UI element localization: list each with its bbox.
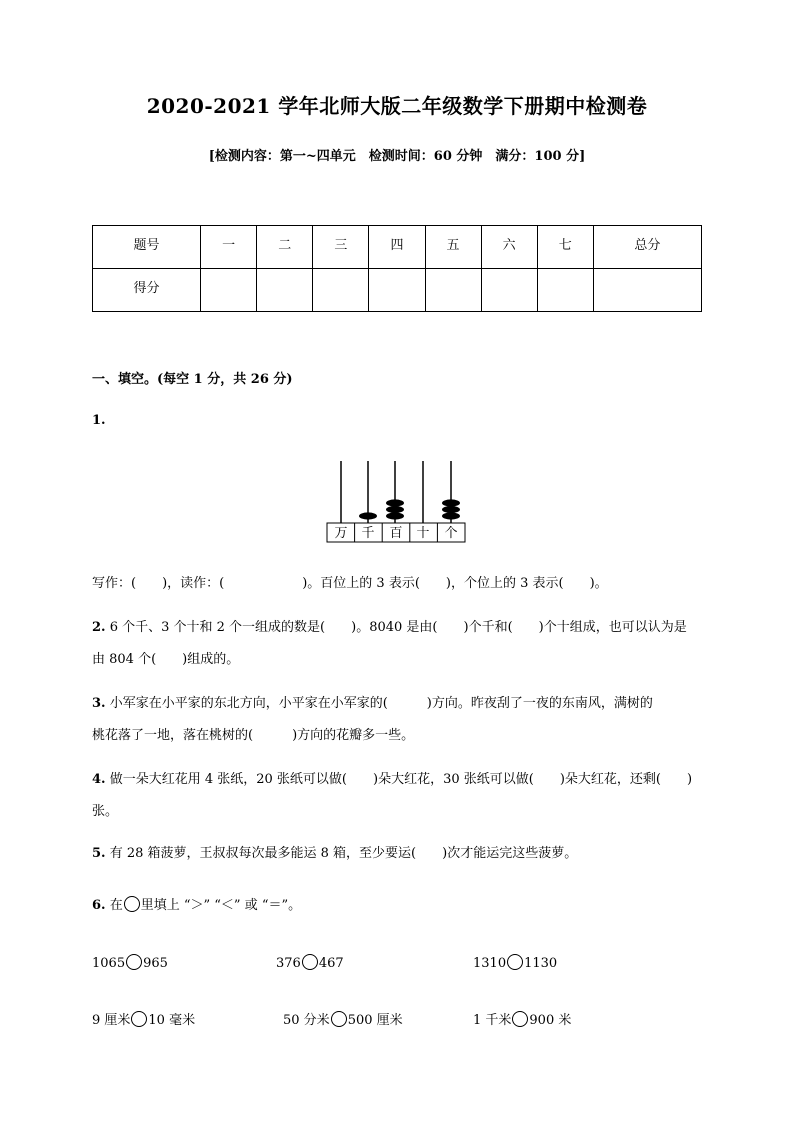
score-cell[interactable] bbox=[593, 269, 701, 312]
compare-right: 965 bbox=[143, 956, 168, 971]
table-cell: 总分 bbox=[593, 226, 701, 269]
question-4 bbox=[92, 764, 704, 828]
table-cell: 七 bbox=[537, 226, 593, 269]
table-cell: 三 bbox=[313, 226, 369, 269]
table-cell: 五 bbox=[425, 226, 481, 269]
compare-right: 467 bbox=[318, 956, 344, 971]
abacus-bead bbox=[386, 506, 404, 513]
compare-item bbox=[92, 954, 168, 971]
compare-item bbox=[276, 954, 344, 971]
question-number: 3. bbox=[92, 696, 106, 711]
abacus-bead bbox=[359, 512, 377, 519]
table-cell: 一 bbox=[201, 226, 257, 269]
abacus-figure bbox=[320, 455, 470, 545]
question-text: 里填上 “＞” “＜” 或 “＝”。 bbox=[140, 898, 302, 913]
circle-icon bbox=[124, 896, 140, 912]
compare-right: 500 厘米 bbox=[347, 1013, 403, 1028]
question-1 bbox=[92, 405, 704, 437]
page-title: 2020-2021 学年北师大版二年级数学下册期中检测卷 bbox=[146, 94, 648, 118]
question-text: 6 个千、3 个十和 2 个一组成的数是( )。8040 是由( )个千和( )个十组成，也可以认为是 bbox=[109, 620, 687, 635]
abacus-label: 千 bbox=[361, 526, 375, 541]
question-text: 桃花落了一地，落在桃树的( )方向的花瓣多一些。 bbox=[92, 728, 415, 743]
score-cell[interactable] bbox=[369, 269, 425, 312]
table-cell: 得分 bbox=[93, 269, 201, 312]
question-number: 1. bbox=[92, 413, 106, 428]
score-cell[interactable] bbox=[257, 269, 313, 312]
question-text: 小军家在小平家的东北方向，小平家在小军家的( )方向。昨夜刮了一夜的东南风，满树的 bbox=[109, 696, 653, 711]
answer-circle[interactable] bbox=[512, 1011, 528, 1027]
compare-item bbox=[473, 954, 557, 971]
compare-left: 50 分米 bbox=[283, 1013, 330, 1028]
table-cell: 四 bbox=[369, 226, 425, 269]
compare-left: 9 厘米 bbox=[92, 1013, 131, 1028]
question-6 bbox=[92, 890, 704, 922]
compare-right: 900 米 bbox=[529, 1013, 572, 1028]
question-text: 由 804 个( )组成的。 bbox=[92, 652, 240, 667]
answer-circle[interactable] bbox=[331, 1011, 347, 1027]
compare-right: 10 毫米 bbox=[148, 1013, 196, 1028]
score-table-header-row bbox=[93, 226, 702, 269]
abacus-bead bbox=[442, 512, 460, 519]
abacus-label: 万 bbox=[334, 526, 348, 541]
score-cell[interactable] bbox=[425, 269, 481, 312]
abacus-bead bbox=[386, 499, 404, 506]
score-cell[interactable] bbox=[201, 269, 257, 312]
compare-item bbox=[473, 1009, 571, 1028]
question-number: 2. bbox=[92, 620, 106, 635]
question-text: 在 bbox=[109, 898, 123, 913]
score-cell[interactable] bbox=[313, 269, 369, 312]
question-text: 做一朵大红花用 4 张纸，20 张纸可以做( )朵大红花，30 张纸可以做( )朵大红花，还剩( ) bbox=[109, 772, 693, 787]
abacus-bead bbox=[442, 506, 460, 513]
abacus-label: 十 bbox=[416, 526, 430, 541]
compare-left: 1 千米 bbox=[473, 1013, 512, 1028]
question-number: 5. bbox=[92, 846, 106, 861]
compare-left: 376 bbox=[276, 956, 301, 971]
question-number: 4. bbox=[92, 772, 106, 787]
table-cell: 二 bbox=[257, 226, 313, 269]
question-text: 张。 bbox=[92, 804, 119, 819]
abacus-bead bbox=[442, 499, 460, 506]
table-cell: 题号 bbox=[93, 226, 201, 269]
question-number: 6. bbox=[92, 898, 106, 913]
compare-right: 1130 bbox=[524, 956, 558, 971]
answer-circle[interactable] bbox=[507, 954, 523, 970]
table-cell: 六 bbox=[481, 226, 537, 269]
answer-circle[interactable] bbox=[302, 954, 318, 970]
score-table-score-row bbox=[93, 269, 702, 312]
question-2 bbox=[92, 612, 704, 676]
question-5 bbox=[92, 838, 704, 870]
question-3 bbox=[92, 688, 704, 752]
question-text: 有 28 箱菠萝，王叔叔每次最多能运 8 箱，至少要运( )次才能运完这些菠萝。 bbox=[109, 846, 578, 861]
exam-info: [检测内容：第一~四单元 检测时间：60 分钟 满分：100 分] bbox=[208, 149, 586, 164]
compare-left: 1310 bbox=[473, 956, 507, 971]
score-cell[interactable] bbox=[481, 269, 537, 312]
score-cell[interactable] bbox=[537, 269, 593, 312]
abacus-label: 百 bbox=[389, 526, 403, 541]
abacus-label: 个 bbox=[444, 526, 458, 541]
answer-circle[interactable] bbox=[131, 1011, 147, 1027]
answer-circle[interactable] bbox=[126, 954, 142, 970]
compare-left: 1065 bbox=[92, 956, 126, 971]
score-table bbox=[92, 225, 702, 312]
section-heading: 一、填空。(每空 1 分，共 26 分) bbox=[92, 372, 293, 387]
compare-item bbox=[92, 1009, 195, 1028]
abacus-bead bbox=[386, 512, 404, 519]
question-1-text: 写作：( )，读作：( )。百位上的 3 表示( )，个位上的 3 表示( )。 bbox=[92, 576, 608, 591]
compare-item bbox=[283, 1009, 403, 1028]
